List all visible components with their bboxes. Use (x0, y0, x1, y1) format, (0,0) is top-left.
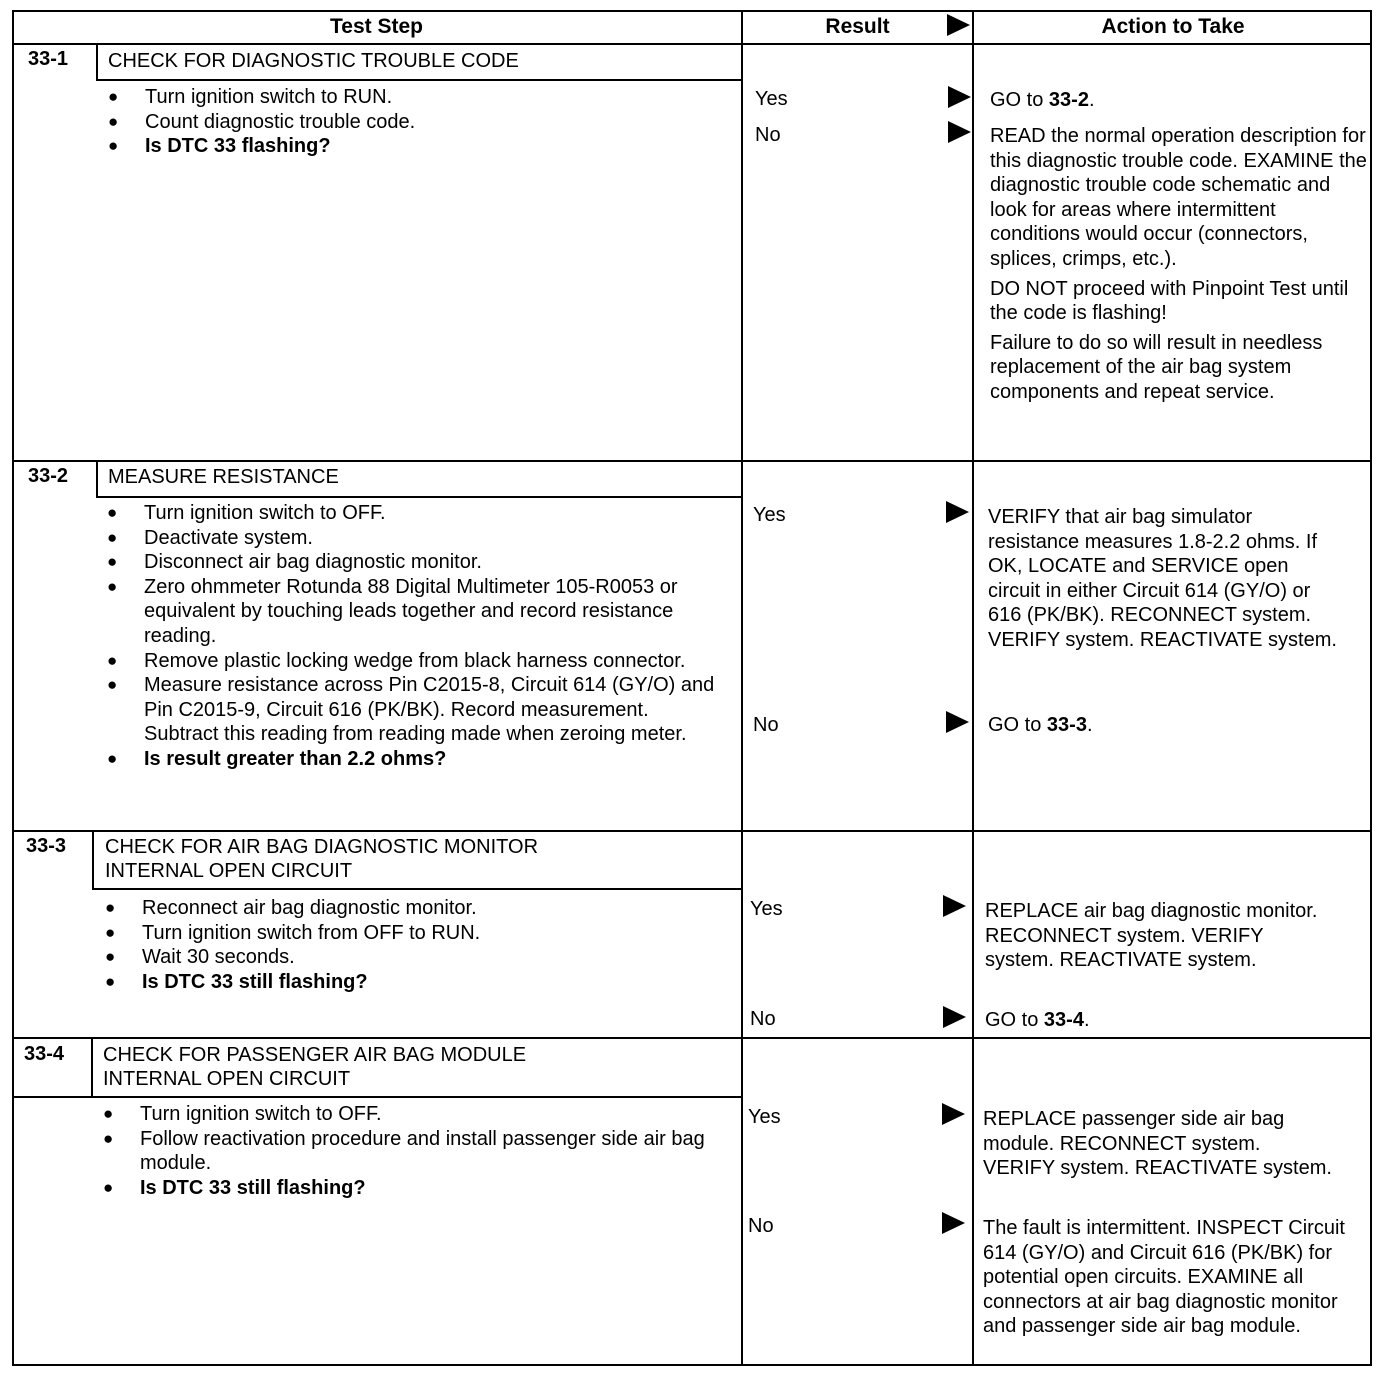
action-no: The fault is intermittent. INSPECT Circuit 614 (GY/O) and Circuit 616 (PK/BK) for potential open circuits. EXAMINE all connectors at air bag diagnostic monitor and passenger side air bag module. (983, 1217, 1345, 1338)
bullet-item: ● Turn ignition switch to OFF. (103, 1102, 728, 1127)
step-title: CHECK FOR AIR BAG DIAGNOSTIC MONITOR INTERNAL OPEN CIRCUIT (105, 836, 539, 882)
step-number-divider (96, 460, 98, 496)
step-bullets (103, 1102, 728, 1200)
step-bullets (105, 896, 725, 994)
action-yes: VERIFY that air bag simulator resistance measures 1.8-2.2 ohms. If OK, LOCATE and SERVICE open circuit in either Circuit 614 (GY/O) or 616 (PK/BK). RECONNECT system. VERIFY system. REACTIVATE system. (988, 506, 1337, 651)
action-yes: REPLACE air bag diagnostic monitor. RECONNECT system. VERIFY system. REACTIVATE system. (985, 900, 1318, 972)
column-divider-action (972, 10, 974, 1366)
action-no: READ the normal operation description for this diagnostic trouble code. EXAMINE the diagnostic trouble code schematic and look for areas where intermittent conditions would occur (connectors, splices, crimps, etc.). DO NOT proceed with Pinpoint Test until the code is flashing! Failure to do so will result in needless replacement of the air bag system components and repeat service. (990, 125, 1367, 403)
column-header-action: Action to Take (1101, 15, 1245, 38)
result-yes: Yes (755, 88, 788, 110)
step-title-divider (92, 888, 741, 890)
step-title: MEASURE RESISTANCE (108, 466, 339, 488)
arrow-icon (948, 86, 971, 108)
bullet-item: ● Remove plastic locking wedge from black harness connector. (107, 649, 722, 674)
step-question: ● Is DTC 33 flashing? (108, 134, 728, 159)
row-divider (12, 1037, 1372, 1039)
pinpoint-test-table (12, 10, 1372, 1366)
row-divider (12, 830, 1372, 832)
column-divider-result (741, 10, 743, 1366)
result-no: No (755, 124, 781, 146)
step-number-divider (91, 1037, 93, 1097)
step-bullets (108, 85, 728, 159)
bullet-item: ● Deactivate system. (107, 526, 722, 551)
step-number: 33-3 (26, 835, 67, 857)
column-header-test-step: Test Step (330, 15, 423, 38)
bullet-item: ● Turn ignition switch from OFF to RUN. (105, 921, 725, 946)
bullet-item: ● Wait 30 seconds. (105, 945, 725, 970)
action-no: GO to 33-4. (985, 1009, 1090, 1031)
row-divider (12, 460, 1372, 462)
step-title-divider (12, 1096, 741, 1098)
step-number-divider (92, 830, 94, 890)
bullet-item: ● Turn ignition switch to RUN. (108, 85, 728, 110)
arrow-icon (942, 1212, 965, 1234)
step-title-divider (96, 496, 741, 498)
step-title-divider (96, 79, 741, 81)
step-question: ● Is result greater than 2.2 ohms? (107, 747, 722, 772)
step-question: ● Is DTC 33 still flashing? (103, 1176, 728, 1201)
action-yes: REPLACE passenger side air bag module. RECONNECT system. VERIFY system. REACTIVATE system. (983, 1108, 1332, 1180)
result-yes: Yes (750, 898, 783, 920)
result-no: No (750, 1008, 776, 1030)
bullet-item: ● Follow reactivation procedure and install passenger side air bag module. (103, 1127, 728, 1176)
arrow-icon (948, 121, 971, 143)
step-question: ● Is DTC 33 still flashing? (105, 970, 725, 995)
result-no: No (748, 1215, 774, 1237)
step-title: CHECK FOR DIAGNOSTIC TROUBLE CODE (108, 50, 519, 72)
result-yes: Yes (748, 1106, 781, 1128)
action-no: GO to 33-3. (988, 714, 1093, 736)
bullet-item: ● Measure resistance across Pin C2015-8, Circuit 614 (GY/O) and Pin C2015-9, Circuit 616 (PK/BK). Record measurement. Subtract this reading from reading made when zeroing meter. (107, 673, 722, 747)
bullet-item: ● Zero ohmmeter Rotunda 88 Digital Multimeter 105-R0053 or equivalent by touching leads together and record resistance reading. (107, 575, 722, 649)
bullet-item: ● Disconnect air bag diagnostic monitor. (107, 550, 722, 575)
arrow-icon (947, 14, 970, 36)
arrow-icon (943, 1006, 966, 1028)
arrow-icon (943, 895, 966, 917)
arrow-icon (946, 711, 969, 733)
step-title: CHECK FOR PASSENGER AIR BAG MODULE INTERNAL OPEN CIRCUIT (103, 1044, 527, 1090)
arrow-icon (946, 501, 969, 523)
column-header-result: Result (825, 15, 890, 38)
step-number: 33-4 (24, 1043, 65, 1065)
arrow-icon (942, 1103, 965, 1125)
step-number: 33-2 (28, 465, 69, 487)
bullet-item: ● Reconnect air bag diagnostic monitor. (105, 896, 725, 921)
step-number: 33-1 (28, 48, 69, 70)
result-no: No (753, 714, 779, 736)
step-number-divider (96, 43, 98, 79)
result-yes: Yes (753, 504, 786, 526)
action-yes: GO to 33-2. (990, 89, 1095, 111)
bullet-item: ● Turn ignition switch to OFF. (107, 501, 722, 526)
step-bullets (107, 501, 722, 772)
bullet-item: ● Count diagnostic trouble code. (108, 110, 728, 135)
